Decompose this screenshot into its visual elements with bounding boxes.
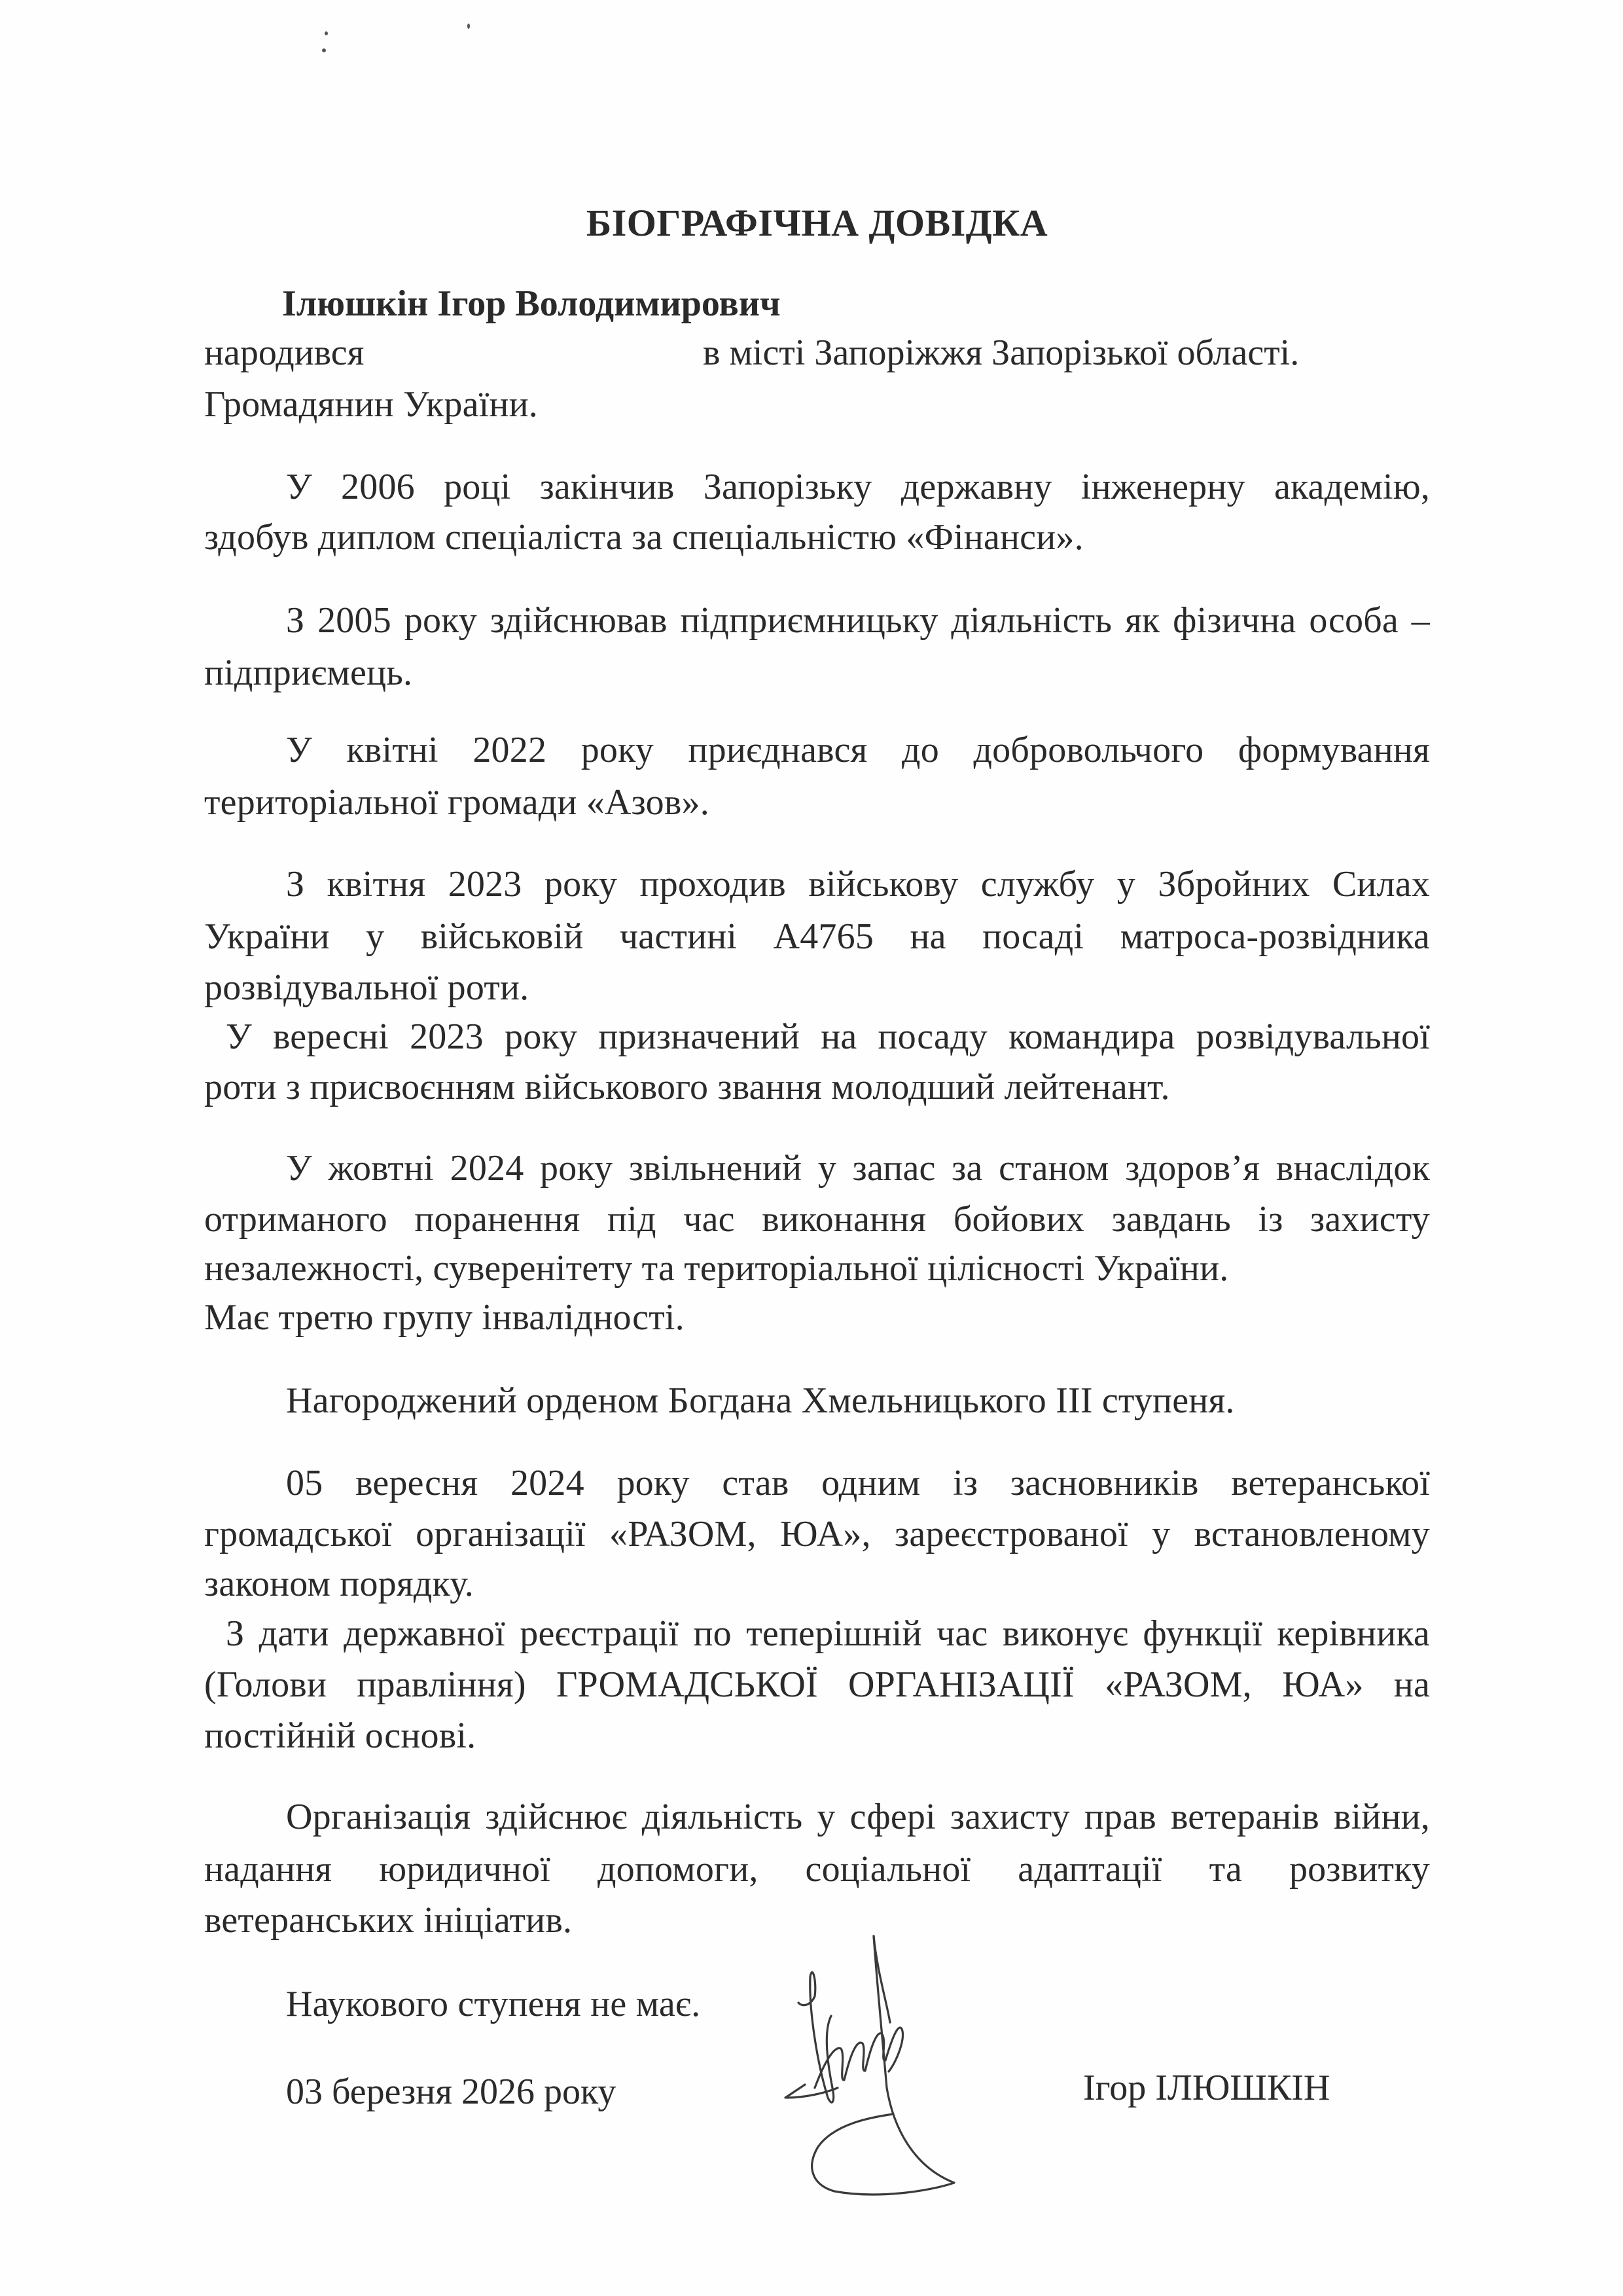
paragraph-line: З квітня 2023 року проходив військову службу у Збройних Силах bbox=[286, 864, 1430, 905]
paragraph-line: 05 вересня 2024 року став одним із засновників ветеранської bbox=[286, 1463, 1430, 1503]
paragraph-line: надання юридичної допомоги, соціальної адаптації та розвитку bbox=[204, 1849, 1430, 1890]
paragraph-line: Наукового ступеня не має. bbox=[286, 1984, 701, 2024]
person-full-name: Ілюшкін Ігор Володимирович bbox=[282, 283, 781, 324]
paragraph-line: У жовтні 2024 року звільнений у запас за станом здоров’я внаслідок bbox=[286, 1148, 1430, 1189]
scan-speck bbox=[467, 24, 470, 29]
paragraph-line: роти з присвоєнням військового звання молодший лейтенант. bbox=[204, 1067, 1170, 1107]
paragraph-line: громадської організації «РАЗОМ, ЮА», зареєстрованої у встановленому bbox=[204, 1514, 1430, 1554]
paragraph-line: отриманого поранення під час виконання бойових завдань із захисту bbox=[204, 1199, 1430, 1240]
paragraph-line: підприємець. bbox=[204, 653, 413, 693]
paragraph-line: здобув диплом спеціаліста за спеціальністю «Фінанси». bbox=[204, 517, 1084, 558]
document-title: БІОГРАФІЧНА ДОВІДКА bbox=[586, 202, 1048, 244]
born-label: народився bbox=[204, 332, 365, 373]
handwritten-signature-icon bbox=[779, 1931, 975, 2212]
paragraph-line: розвідувальної роти. bbox=[204, 967, 529, 1008]
paragraph-line: постійній основі. bbox=[204, 1715, 476, 1756]
scan-speck bbox=[325, 31, 328, 35]
paragraph-line: У 2006 році закінчив Запорізьку державну інженерну академію, bbox=[286, 467, 1430, 507]
paragraph-line: Має третю групу інвалідності. bbox=[204, 1297, 685, 1338]
paragraph-line: Нагороджений орденом Богдана Хмельницького ІІІ ступеня. bbox=[286, 1380, 1235, 1421]
paragraph-line: законом порядку. bbox=[204, 1564, 474, 1604]
paragraph-line: незалежності, суверенітету та територіальної цілісності України. bbox=[204, 1248, 1229, 1289]
paragraph-line: ветеранських ініціатив. bbox=[204, 1900, 573, 1941]
signature-date: 03 березня 2026 року bbox=[286, 2072, 616, 2112]
paragraph-line: (Голови правління) ГРОМАДСЬКОЇ ОРГАНІЗАЦІЇ «РАЗОМ, ЮА» на bbox=[204, 1664, 1430, 1705]
citizenship: Громадянин України. bbox=[204, 384, 538, 425]
paragraph-line: України у військовій частині А4765 на посаді матроса-розвідника bbox=[204, 916, 1430, 957]
born-place: в місті Запоріжжя Запорізької області. bbox=[703, 332, 1300, 373]
paragraph-line: У вересні 2023 року призначений на посаду командира розвідувальної bbox=[226, 1016, 1430, 1057]
scan-speck bbox=[322, 48, 326, 52]
signer-name: Ігор ІЛЮШКІН bbox=[1083, 2068, 1330, 2108]
paragraph-line: Організація здійснює діяльність у сфері захисту прав ветеранів війни, bbox=[286, 1797, 1430, 1837]
redacted-birth-date bbox=[366, 331, 681, 376]
paragraph-line: З дати державної реєстрації по теперішній час виконує функції керівника bbox=[226, 1613, 1430, 1654]
paragraph-line: У квітні 2022 року приєднався до добровольчого формування bbox=[286, 730, 1430, 770]
paragraph-line: З 2005 року здійснював підприємницьку діяльність як фізична особа – bbox=[286, 600, 1430, 641]
paragraph-line: територіальної громади «Азов». bbox=[204, 782, 709, 823]
